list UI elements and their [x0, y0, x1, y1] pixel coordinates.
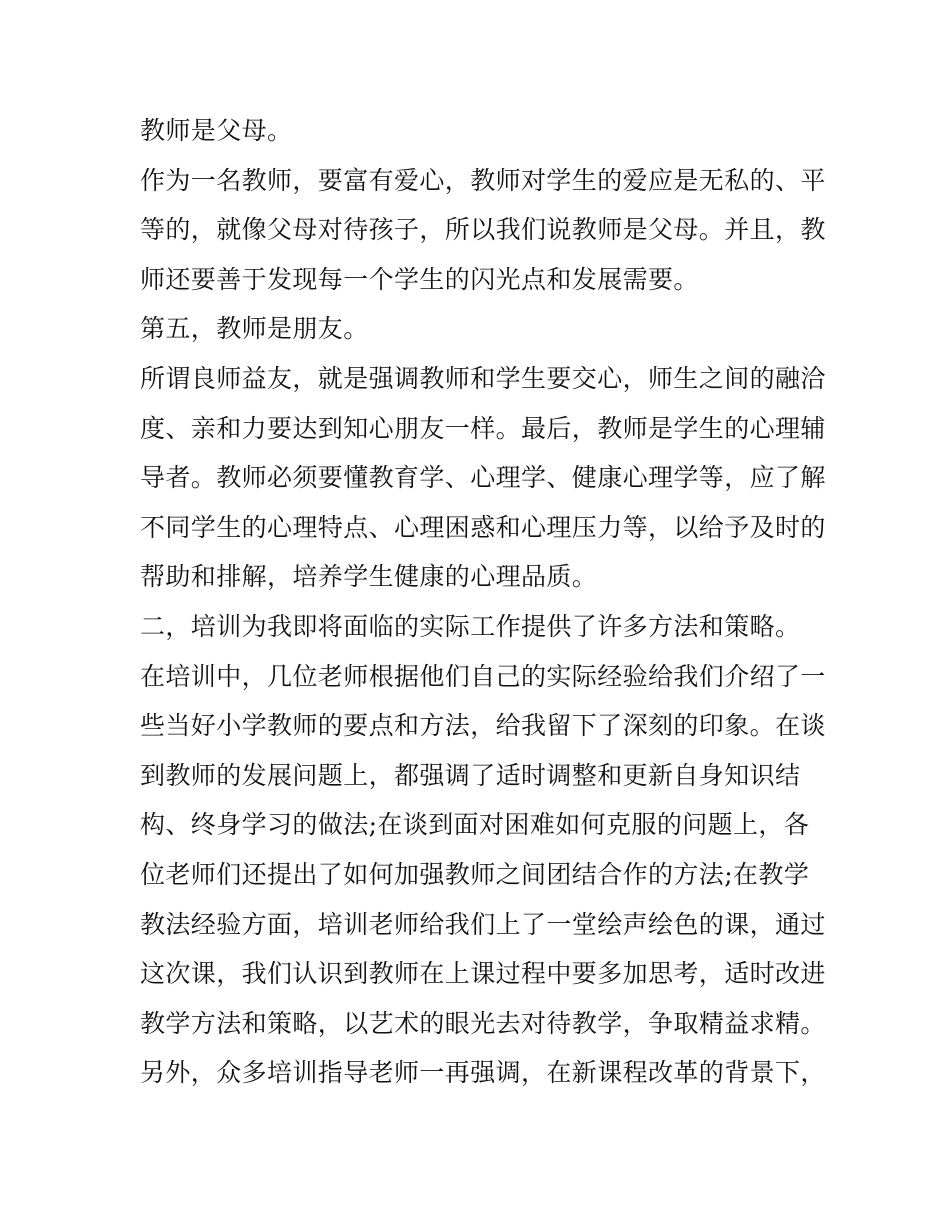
text-line: 教法经验方面，培训老师给我们上了一堂绘声绘色的课，通过 [140, 909, 826, 939]
text-line: 导者。教师必须要懂教育学、心理学、健康心理学等，应了解 [140, 463, 826, 493]
text-line: 所谓良师益友，就是强调教师和学生要交心，师生之间的融洽 [140, 363, 826, 393]
text-line: 作为一名教师，要富有爱心，教师对学生的爱应是无私的、平 [140, 165, 826, 195]
document-body [140, 106, 826, 1098]
text-line: 不同学生的心理特点、心理困惑和心理压力等，以给予及时的 [140, 512, 826, 542]
text-line: 构、终身学习的做法;在谈到面对困难如何克服的问题上，各 [140, 810, 810, 840]
text-line: 些当好小学教师的要点和方法，给我留下了深刻的印象。在谈 [140, 711, 826, 741]
text-line: 度、亲和力要达到知心朋友一样。最后，教师是学生的心理辅 [140, 413, 826, 443]
text-line: 这次课，我们认识到教师在上课过程中要多加思考，适时改进 [140, 959, 826, 989]
text-line: 等的，就像父母对待孩子，所以我们说教师是父母。并且，教 [140, 215, 826, 245]
text-line: 帮助和排解，培养学生健康的心理品质。 [140, 562, 598, 592]
text-line: 师还要善于发现每一个学生的闪光点和发展需要。 [140, 264, 699, 294]
section-heading: 二，培训为我即将面临的实际工作提供了许多方法和策略。 [140, 611, 801, 641]
text-line: 位老师们还提出了如何加强教师之间团结合作的方法;在教学 [140, 859, 810, 889]
text-line: 到教师的发展问题上，都强调了适时调整和更新自身知识结 [140, 760, 801, 790]
text-line: 另外，众多培训指导老师一再强调，在新课程改革的背景下， [140, 1058, 826, 1088]
text-line: 教师是父母。 [140, 116, 293, 145]
text-line: 在培训中，几位老师根据他们自己的实际经验给我们介绍了一 [140, 661, 826, 691]
text-line: 教学方法和策略，以艺术的眼光去对待教学，争取精益求精。 [140, 1008, 826, 1038]
section-heading: 第五，教师是朋友。 [140, 314, 369, 344]
